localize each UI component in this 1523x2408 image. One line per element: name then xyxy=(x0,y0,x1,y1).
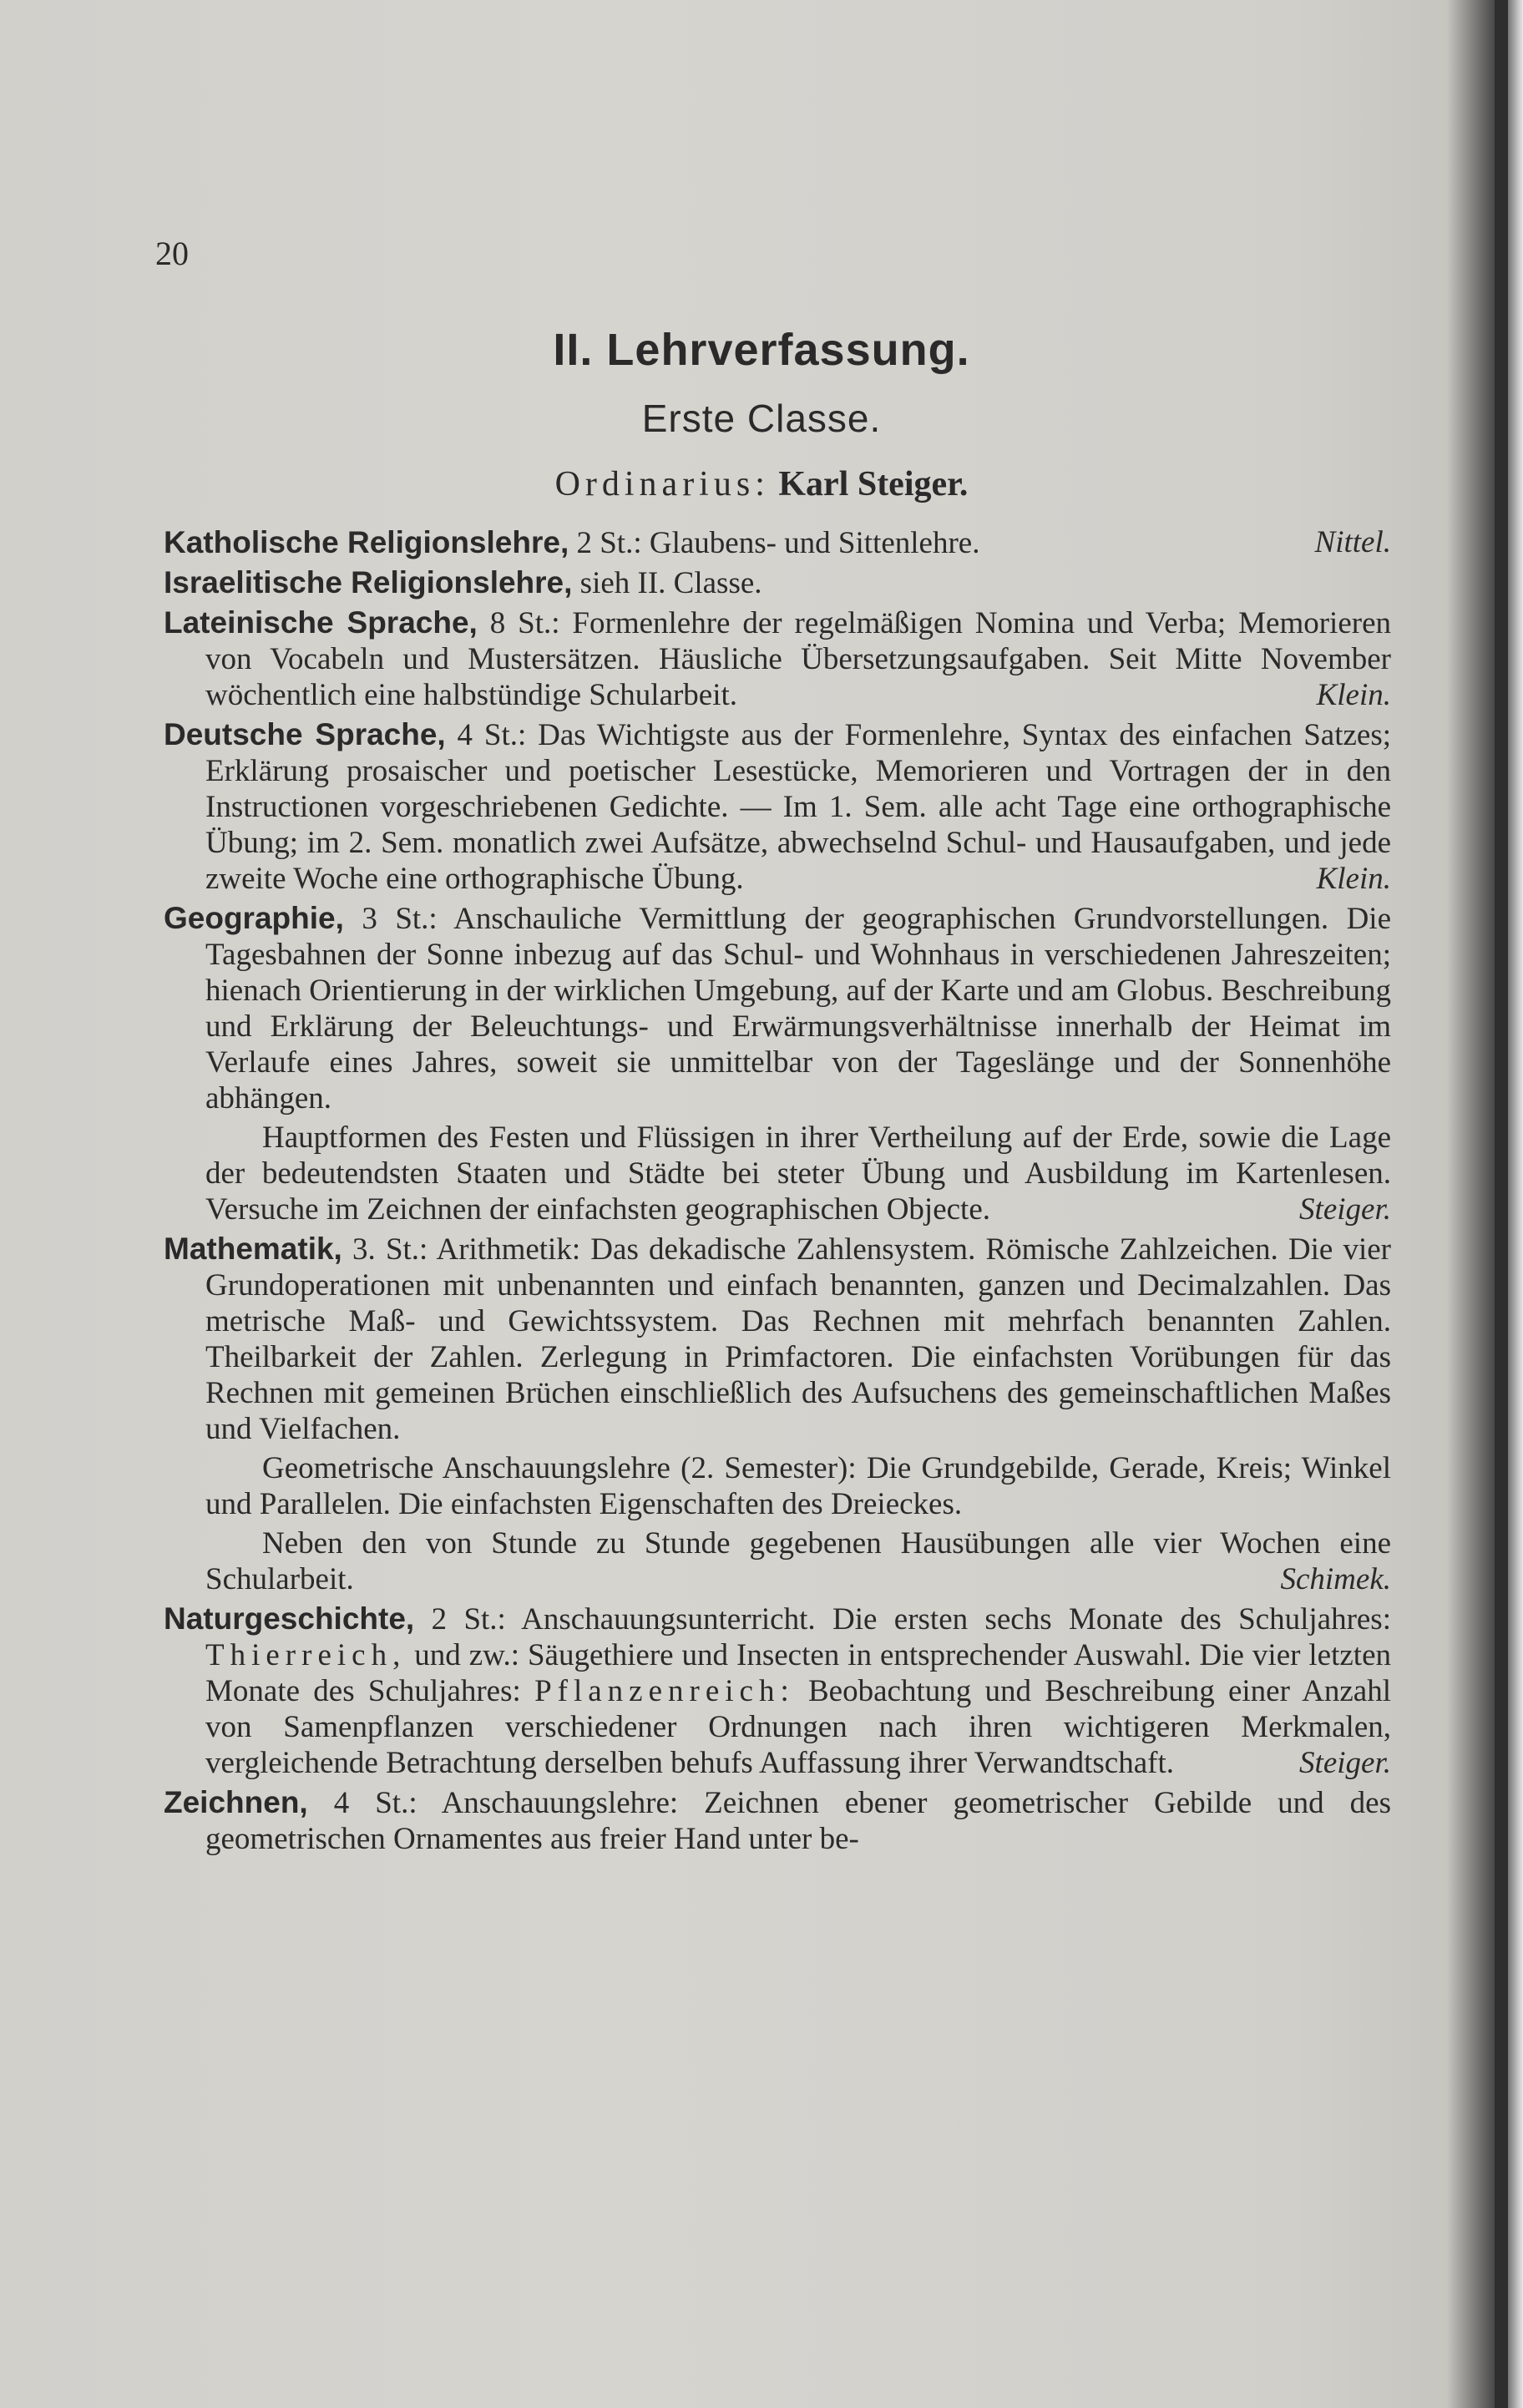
subject-text: sieh II. Classe. xyxy=(572,566,762,600)
ordinarius-line xyxy=(0,464,1523,504)
subject-text-b: und zw.: Säugethiere und Insecten in entsprechender Auswahl. Die vier letzten Monate des Schuljahres: xyxy=(205,1638,1391,1708)
class-heading: Erste Classe. xyxy=(641,397,882,440)
subject-text-a: 2 St.: Anschauungsunterricht. Die ersten sechs Monate des Schuljahres: xyxy=(414,1602,1391,1637)
teacher-name: Steiger. xyxy=(1299,1746,1391,1780)
curriculum-body xyxy=(164,524,1391,1860)
paragraph-text: Geometrische Anschauungslehre (2. Semester): Die Grundgebilde, Gerade, Kreis; Winkel und Parallelen. Die einfachsten Eigenschaften des Dreieckes. xyxy=(205,1451,1391,1521)
ordinarius-name: Karl Steiger. xyxy=(778,465,969,503)
section-heading: II. Lehrverfassung. xyxy=(553,325,970,375)
subject-title: Israelitische Religionslehre, xyxy=(164,565,573,599)
subject-text: 2 St.: Glaubens- und Sittenlehre. xyxy=(569,526,980,560)
subject-title: Mathematik, xyxy=(164,1232,342,1266)
subject-title: Deutsche Sprache, xyxy=(164,717,446,751)
entry-naturgeschichte xyxy=(164,1601,1391,1781)
spaced-term-thierreich: Thierreich, xyxy=(205,1638,407,1672)
subject-text: 4 St.: Das Wichtigste aus der Formenlehre, Syntax des einfachen Satzes; Erklärung prosaischer und poetischer Lesestücke, Memorieren und Vortragen der in den Instructionen vorgeschriebenen Gedichte. — Im 1. Sem. alle acht Tage eine orthographische Übung; im 2. Sem. monatlich zwei Aufsätze, abwechselnd Schul- und Hausaufgaben, und jede zweite Woche eine orthographische Übung. xyxy=(205,718,1391,896)
teacher-name: Nittel. xyxy=(1314,525,1391,559)
mathematik-paragraph-2 xyxy=(164,1450,1391,1522)
subject-text: 4 St.: Anschauungslehre: Zeichnen ebener geometrischer Gebilde und des geometrischen Ornamentes aus freier Hand unter be- xyxy=(205,1786,1391,1856)
mathematik-paragraph-3 xyxy=(164,1525,1391,1597)
entry-katholische-religionslehre xyxy=(164,524,1391,561)
subject-text: 3. St.: Arithmetik: Das dekadische Zahlensystem. Römische Zahlzeichen. Die vier Grundoperationen mit unbenannten und einfach benannten, ganzen und Decimalzahlen. Das metrische Maß- und Gewichtssystem. Das Rechnen mit mehrfach benannten Zahlen. Theilbarkeit der Zahlen. Zerlegung in Primfactoren. Die einfachsten Vorübungen für das Rechnen mit gemeinen Brüchen einschließlich des Aufsuchens des gemeinschaftlichen Maßes und Vielfachen. xyxy=(205,1232,1391,1446)
subject-title: Katholische Religionslehre, xyxy=(164,525,569,559)
ordinarius-label: Ordinarius: xyxy=(554,465,770,503)
entry-deutsche-sprache xyxy=(164,716,1391,897)
entry-geographie xyxy=(164,900,1391,1116)
subject-text: 3 St.: Anschauliche Vermittlung der geographischen Grundvorstellungen. Die Tagesbahnen der Sonne inbezug auf das Schul- und Wohnhaus in verschiedenen Jahreszeiten; hienach Orientierung in der wirklichen Umgebung, auf der Karte und am Globus. Beschreibung und Erklärung der Beleuchtungs- und Erwärmungsverhältnisse innerhalb der Heimat im Verlaufe eines Jahres, soweit sie unmittelbar von der Tageslänge und der Sonnenhöhe abhängen. xyxy=(205,902,1391,1115)
teacher-name: Klein. xyxy=(1316,678,1391,712)
subject-title: Zeichnen, xyxy=(164,1785,308,1819)
subject-text-c: Beobachtung und Beschreibung einer Anzahl von Samenpflanzen verschiedener Ordnungen nach ihren wichtigeren Merkmalen, vergleichende Betrachtung derselben behufs Auffassung ihrer Verwandtschaft. xyxy=(205,1674,1392,1780)
teacher-name: Schimek. xyxy=(1280,1562,1391,1596)
subject-text: 8 St.: Formenlehre der regelmäßigen Nomina und Verba; Memorieren von Vocabeln und Mustersätzen. Häusliche Übersetzungsaufgaben. Seit Mitte November wöchentlich eine halbstündige Schularbeit. xyxy=(205,606,1391,712)
subject-title: Geographie, xyxy=(164,901,344,935)
paragraph-text: Hauptformen des Festen und Flüssigen in ihrer Vertheilung auf der Erde, sowie die Lage der bedeutendsten Staaten und Städte bei steter Übung und Ausbildung im Kartenlesen. Versuche im Zeichnen der einfachsten geographischen Objecte. xyxy=(205,1121,1391,1227)
subject-title: Lateinische Sprache, xyxy=(164,605,478,640)
spaced-term-pflanzenreich: Pflanzenreich: xyxy=(534,1674,795,1708)
subject-title: Naturgeschichte, xyxy=(164,1601,415,1636)
teacher-name: Klein. xyxy=(1316,862,1391,896)
entry-israelitische-religionslehre xyxy=(164,564,1391,601)
entry-mathematik xyxy=(164,1231,1391,1447)
entry-lateinische-sprache xyxy=(164,605,1391,713)
geographie-paragraph-2 xyxy=(164,1120,1391,1227)
entry-zeichnen xyxy=(164,1784,1391,1857)
teacher-name: Steiger. xyxy=(1299,1192,1391,1227)
paragraph-text: Neben den von Stunde zu Stunde gegebenen Hausübungen alle vier Wochen eine Schularbeit. xyxy=(205,1526,1391,1596)
page-number: 20 xyxy=(155,235,189,272)
